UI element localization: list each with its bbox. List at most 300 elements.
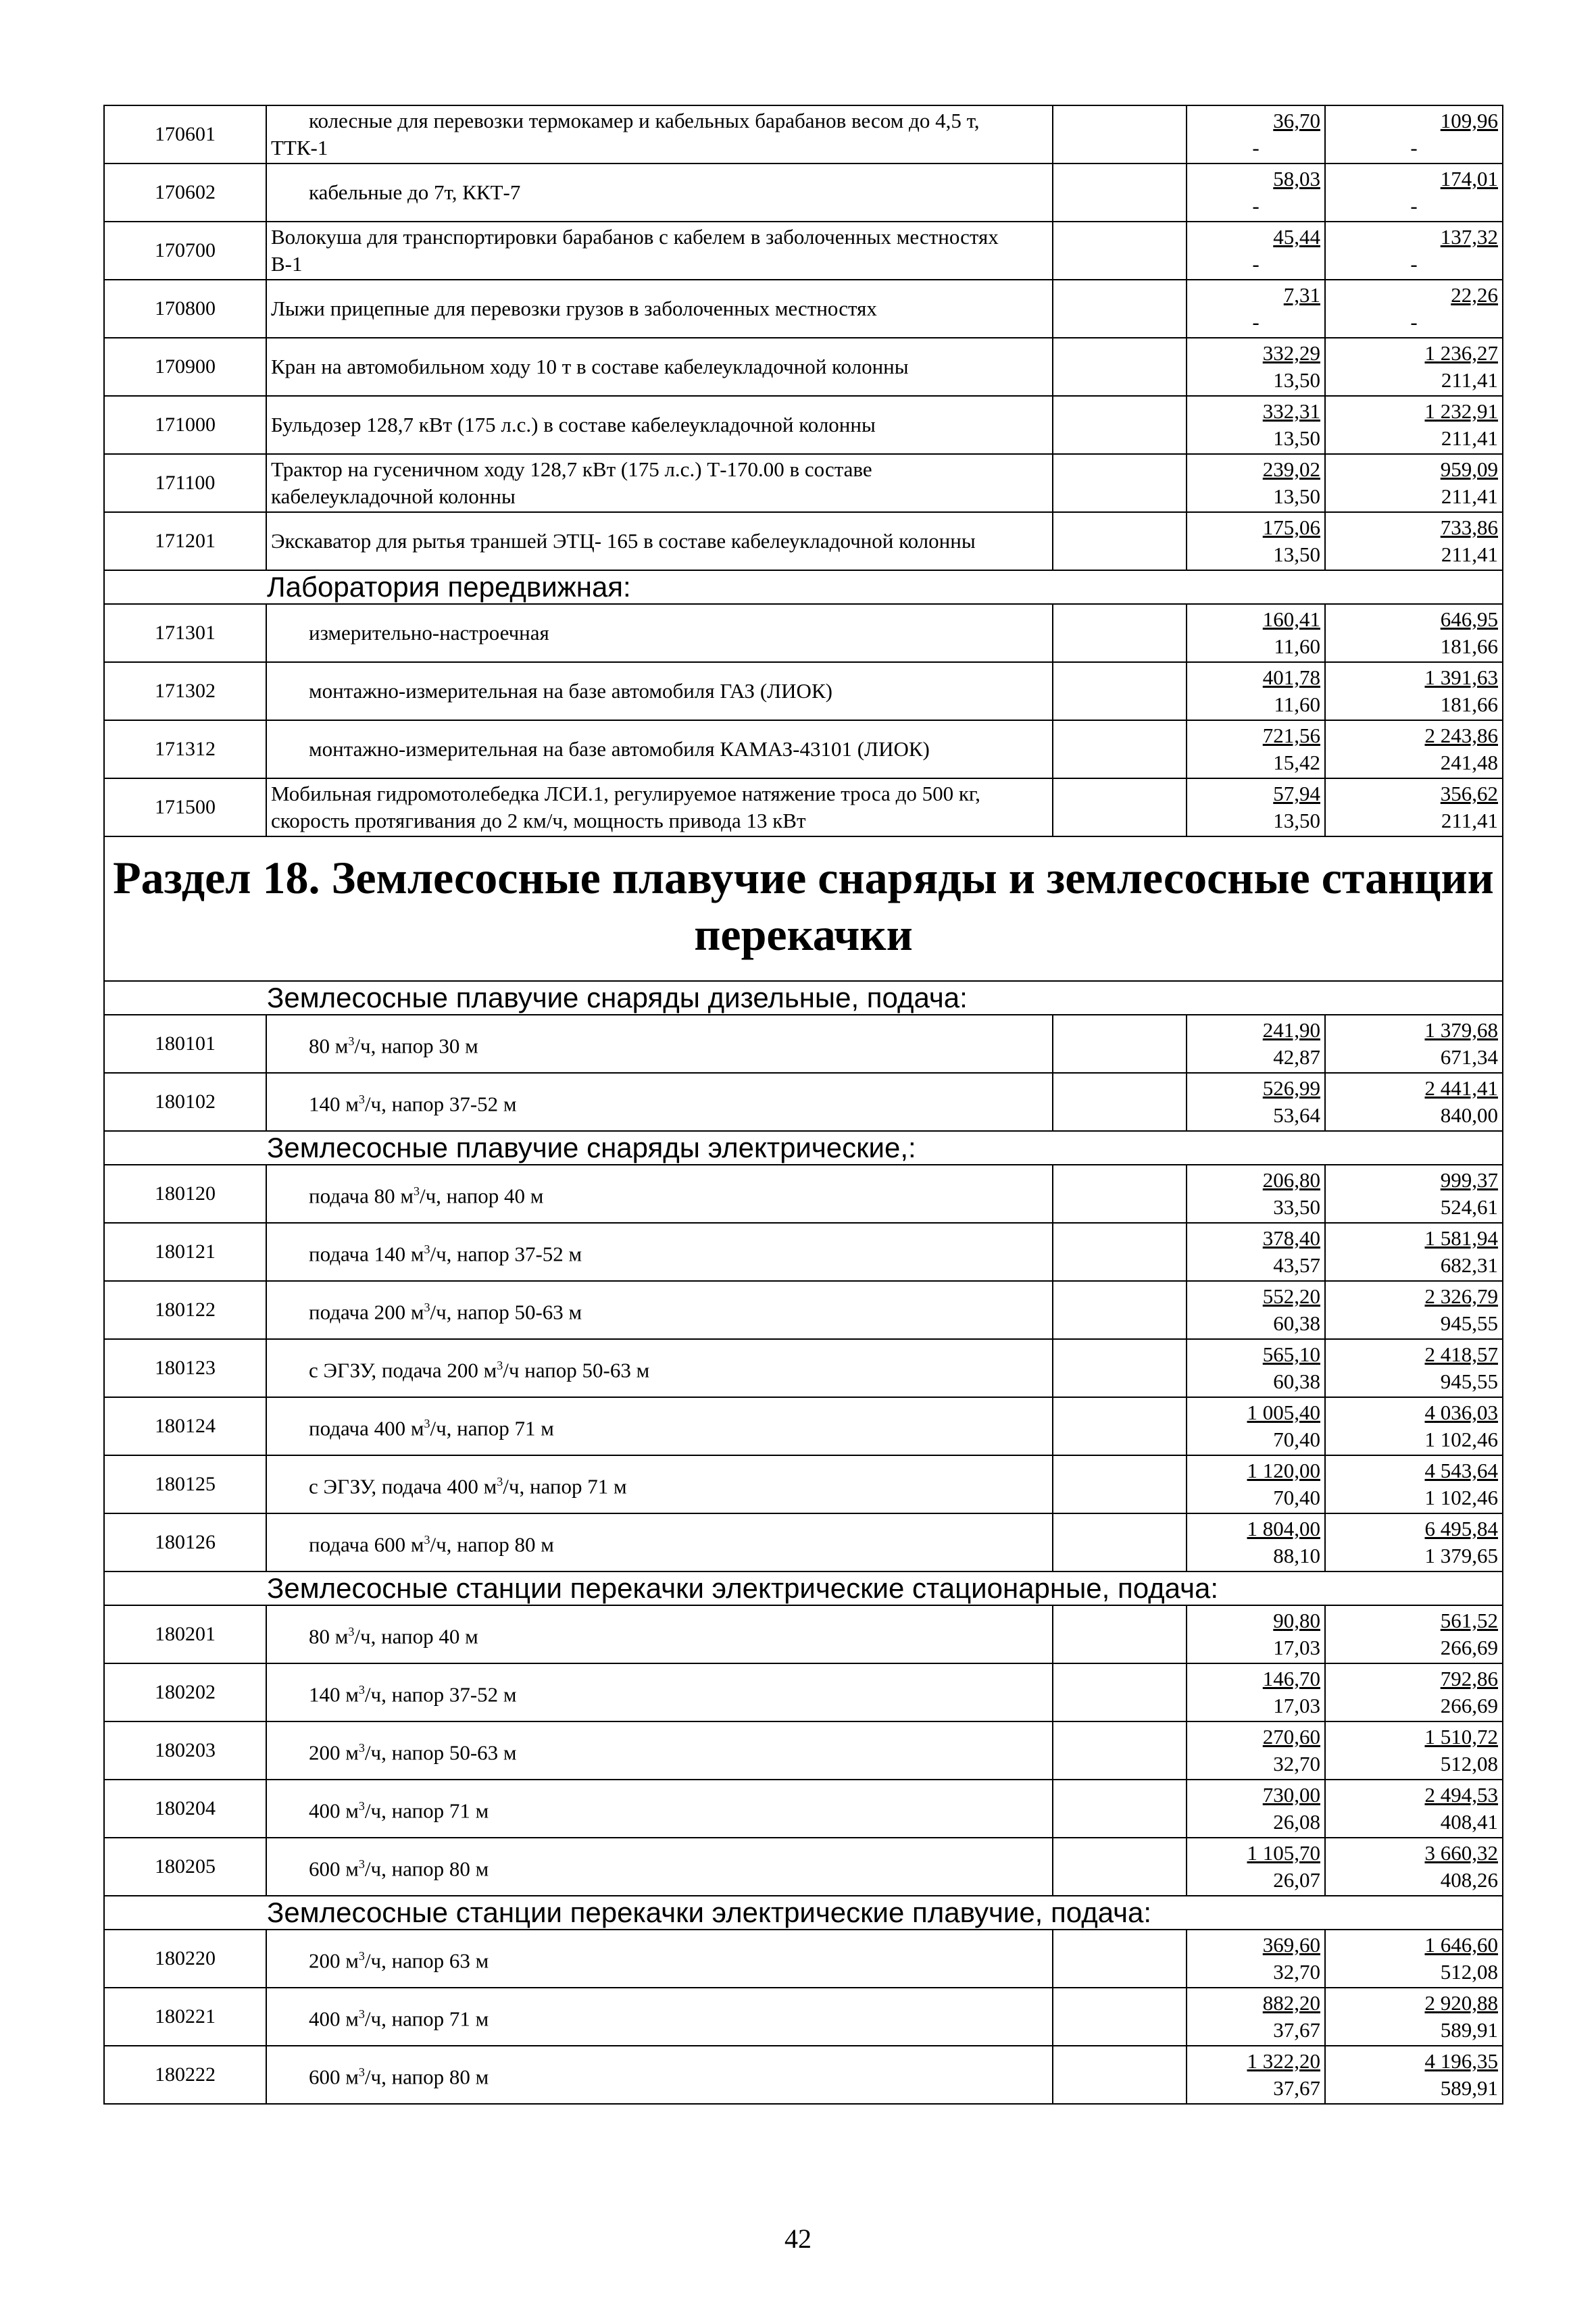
name-suffix: /ч, напор 80 м — [430, 1532, 554, 1557]
value-bottom: 53,64 — [1273, 1103, 1320, 1127]
group-title: Лаборатория передвижная: — [104, 570, 1503, 604]
value-top: 4 196,35 — [1424, 2049, 1498, 2073]
value-cell — [1325, 662, 1503, 720]
empty-cell — [1053, 1838, 1187, 1896]
item-name — [266, 1988, 1053, 2046]
value-cell — [1187, 1721, 1325, 1780]
value-cell — [1187, 512, 1325, 570]
value-top: 369,60 — [1262, 1933, 1320, 1957]
value-cell — [1325, 604, 1503, 662]
value-cell — [1325, 454, 1503, 512]
value-cell — [1325, 1455, 1503, 1513]
group-title: Землесосные плавучие снаряды электрические,: — [104, 1131, 1503, 1165]
table-row — [104, 662, 1503, 720]
empty-cell — [1053, 1930, 1187, 1988]
empty-cell — [1053, 280, 1187, 338]
name-line: Трактор на гусеничном ходу 128,7 кВт (175 л.с.) Т-170.00 в составе — [271, 457, 872, 481]
group-header-row — [104, 1571, 1503, 1605]
value-top: 378,40 — [1262, 1226, 1320, 1250]
empty-cell — [1053, 1455, 1187, 1513]
value-cell — [1325, 1015, 1503, 1073]
value-top: 2 418,57 — [1424, 1342, 1498, 1366]
value-cell — [1325, 396, 1503, 454]
name-suffix: /ч, напор 71 м — [430, 1416, 554, 1440]
name-prefix: 80 м — [309, 1624, 349, 1649]
value-top: 1 510,72 — [1424, 1725, 1498, 1749]
value-bottom: 840,00 — [1440, 1103, 1498, 1127]
value-cell — [1187, 1455, 1325, 1513]
item-code: 180201 — [104, 1605, 266, 1663]
name-prefix: 80 м — [309, 1034, 349, 1058]
name-prefix: 140 м — [309, 1092, 359, 1116]
value-top: 1 646,60 — [1424, 1933, 1498, 1957]
value-cell — [1325, 778, 1503, 836]
item-code: 171100 — [104, 454, 266, 512]
value-bottom: - — [1410, 194, 1418, 218]
value-bottom: 181,66 — [1440, 634, 1498, 658]
item-code: 180122 — [104, 1281, 266, 1339]
name-prefix: 400 м — [309, 2007, 359, 2031]
value-cell — [1325, 1339, 1503, 1397]
item-name — [266, 1721, 1053, 1780]
name-suffix: /ч напор 50-63 м — [503, 1358, 650, 1382]
name-prefix: с ЭГЗУ, подача 400 м — [309, 1474, 497, 1499]
superscript: 3 — [358, 1683, 365, 1697]
empty-cell — [1053, 1281, 1187, 1339]
table-row — [104, 1165, 1503, 1223]
group-header-row — [104, 1896, 1503, 1930]
value-bottom: 26,08 — [1273, 1810, 1320, 1834]
superscript: 3 — [358, 1092, 365, 1107]
item-name — [266, 1015, 1053, 1073]
value-cell — [1187, 1281, 1325, 1339]
value-bottom: 70,40 — [1273, 1428, 1320, 1451]
name-suffix: /ч, напор 40 м — [419, 1184, 544, 1208]
value-top: 2 326,79 — [1424, 1284, 1498, 1308]
item-code: 171301 — [104, 604, 266, 662]
name-line: Лыжи прицепные для перевозки грузов в заболоченных местностях — [271, 297, 877, 320]
value-top: 239,02 — [1262, 457, 1320, 481]
value-cell — [1187, 720, 1325, 778]
value-top: 332,29 — [1262, 341, 1320, 365]
name-suffix: /ч, напор 71 м — [364, 2007, 489, 2031]
value-bottom: 1 379,65 — [1424, 1544, 1498, 1567]
value-cell — [1325, 338, 1503, 396]
item-code: 180121 — [104, 1223, 266, 1281]
value-cell — [1325, 1281, 1503, 1339]
value-top: 2 243,86 — [1424, 724, 1498, 747]
value-bottom: 13,50 — [1273, 809, 1320, 832]
value-cell — [1187, 280, 1325, 338]
value-top: 1 379,68 — [1424, 1018, 1498, 1042]
group-header-row — [104, 1131, 1503, 1165]
item-name — [266, 1513, 1053, 1571]
value-bottom: 42,87 — [1273, 1045, 1320, 1069]
value-cell — [1325, 164, 1503, 222]
superscript: 3 — [497, 1359, 503, 1373]
item-code: 180120 — [104, 1165, 266, 1223]
value-top: 2 441,41 — [1424, 1076, 1498, 1100]
empty-cell — [1053, 1988, 1187, 2046]
value-top: 733,86 — [1440, 515, 1498, 539]
rates-table — [103, 105, 1503, 2105]
superscript: 3 — [424, 1242, 430, 1257]
value-cell — [1325, 1663, 1503, 1721]
name-prefix: 200 м — [309, 1948, 359, 1973]
value-cell — [1325, 1165, 1503, 1223]
value-top: 332,31 — [1262, 399, 1320, 423]
value-top: 730,00 — [1262, 1783, 1320, 1807]
value-bottom: 13,50 — [1273, 543, 1320, 566]
item-name — [266, 1838, 1053, 1896]
table-row — [104, 1015, 1503, 1073]
value-top: 57,94 — [1273, 782, 1320, 805]
name-suffix: /ч, напор 37-52 м — [364, 1092, 517, 1116]
name-suffix: /ч, напор 63 м — [364, 1948, 489, 1973]
value-bottom: 43,57 — [1273, 1253, 1320, 1277]
value-bottom: 211,41 — [1441, 484, 1498, 508]
name-line: измерительно-настроечная — [309, 621, 549, 645]
value-cell — [1187, 1073, 1325, 1131]
name-line: кабельные до 7т, ККТ-7 — [309, 180, 521, 204]
value-cell — [1187, 1165, 1325, 1223]
empty-cell — [1053, 338, 1187, 396]
value-bottom: 13,50 — [1273, 368, 1320, 392]
value-bottom: 682,31 — [1440, 1253, 1498, 1277]
name-suffix: /ч, напор 37-52 м — [430, 1242, 582, 1266]
item-name — [266, 1339, 1053, 1397]
name-prefix: подача 400 м — [309, 1416, 424, 1440]
value-cell — [1325, 1605, 1503, 1663]
value-top: 174,01 — [1440, 167, 1498, 191]
value-top: 1 391,63 — [1424, 665, 1498, 689]
empty-cell — [1053, 222, 1187, 280]
item-name — [266, 512, 1053, 570]
name-prefix: 140 м — [309, 1682, 359, 1707]
item-code: 180202 — [104, 1663, 266, 1721]
value-top: 3 660,32 — [1424, 1841, 1498, 1865]
value-top: 1 105,70 — [1247, 1841, 1320, 1865]
item-code: 171312 — [104, 720, 266, 778]
value-cell — [1187, 662, 1325, 720]
value-top: 6 495,84 — [1424, 1517, 1498, 1540]
table-row — [104, 222, 1503, 280]
table-row — [104, 1073, 1503, 1131]
value-bottom: - — [1410, 310, 1418, 334]
item-name — [266, 662, 1053, 720]
value-top: 999,37 — [1440, 1168, 1498, 1192]
item-code: 180205 — [104, 1838, 266, 1896]
item-code: 180203 — [104, 1721, 266, 1780]
value-bottom: 13,50 — [1273, 484, 1320, 508]
item-name — [266, 1281, 1053, 1339]
value-cell — [1325, 2046, 1503, 2104]
value-top: 4 543,64 — [1424, 1459, 1498, 1482]
name-line: монтажно-измерительная на базе автомобиля КАМАЗ-43101 (ЛИОК) — [309, 737, 930, 761]
value-top: 45,44 — [1273, 225, 1320, 249]
value-bottom: 589,91 — [1440, 2076, 1498, 2100]
value-cell — [1325, 1397, 1503, 1455]
item-name — [266, 1455, 1053, 1513]
name-suffix: /ч, напор 50-63 м — [364, 1740, 517, 1765]
section-row — [104, 836, 1503, 981]
value-bottom: 32,70 — [1273, 1960, 1320, 1984]
empty-cell — [1053, 1513, 1187, 1571]
name-suffix: /ч, напор 71 м — [503, 1474, 627, 1499]
name-prefix: подача 200 м — [309, 1300, 424, 1324]
value-top: 401,78 — [1262, 665, 1320, 689]
empty-cell — [1053, 1721, 1187, 1780]
table-row — [104, 1780, 1503, 1838]
superscript: 3 — [358, 1949, 365, 1963]
value-top: 792,86 — [1440, 1667, 1498, 1690]
name-suffix: /ч, напор 40 м — [354, 1624, 478, 1649]
table-row — [104, 1605, 1503, 1663]
value-top: 270,60 — [1262, 1725, 1320, 1749]
empty-cell — [1053, 2046, 1187, 2104]
superscript: 3 — [358, 1857, 365, 1871]
value-top: 22,26 — [1451, 283, 1498, 307]
table-row — [104, 338, 1503, 396]
value-top: 356,62 — [1440, 782, 1498, 805]
value-bottom: 17,03 — [1273, 1694, 1320, 1717]
value-bottom: 70,40 — [1273, 1486, 1320, 1509]
item-code: 170700 — [104, 222, 266, 280]
value-bottom: 512,08 — [1440, 1960, 1498, 1984]
value-top: 561,52 — [1440, 1609, 1498, 1632]
name-line-2: кабелеукладочной колонны — [271, 484, 516, 508]
table-row — [104, 778, 1503, 836]
value-cell — [1187, 1015, 1325, 1073]
item-code: 170602 — [104, 164, 266, 222]
table-row — [104, 2046, 1503, 2104]
item-code: 180123 — [104, 1339, 266, 1397]
item-code: 180101 — [104, 1015, 266, 1073]
empty-cell — [1053, 512, 1187, 570]
value-cell — [1187, 454, 1325, 512]
value-cell — [1187, 164, 1325, 222]
value-bottom: 211,41 — [1441, 543, 1498, 566]
empty-cell — [1053, 396, 1187, 454]
item-code: 180220 — [104, 1930, 266, 1988]
name-line: Мобильная гидромотолебедка ЛСИ.1, регулируемое натяжение троса до 500 кг, — [271, 782, 980, 805]
name-line: Экскаватор для рытья траншей ЭТЦ- 165 в составе кабелеукладочной колонны — [271, 529, 976, 553]
value-cell — [1325, 1513, 1503, 1571]
value-bottom: 60,38 — [1273, 1369, 1320, 1393]
empty-cell — [1053, 1165, 1187, 1223]
name-suffix: /ч, напор 37-52 м — [364, 1682, 517, 1707]
table-row — [104, 1930, 1503, 1988]
item-name — [266, 1605, 1053, 1663]
value-bottom: 88,10 — [1273, 1544, 1320, 1567]
value-top: 206,80 — [1262, 1168, 1320, 1192]
empty-cell — [1053, 778, 1187, 836]
value-bottom: 589,91 — [1440, 2018, 1498, 2042]
value-cell — [1187, 2046, 1325, 2104]
item-name — [266, 1165, 1053, 1223]
item-code: 171000 — [104, 396, 266, 454]
value-top: 4 036,03 — [1424, 1401, 1498, 1424]
value-top: 36,70 — [1273, 109, 1320, 132]
table-row — [104, 512, 1503, 570]
empty-cell — [1053, 604, 1187, 662]
table-row — [104, 164, 1503, 222]
value-top: 721,56 — [1262, 724, 1320, 747]
value-cell — [1187, 105, 1325, 164]
name-prefix: 200 м — [309, 1740, 359, 1765]
value-cell — [1187, 1397, 1325, 1455]
value-top: 1 236,27 — [1424, 341, 1498, 365]
value-cell — [1325, 1780, 1503, 1838]
value-cell — [1187, 1339, 1325, 1397]
table-row — [104, 604, 1503, 662]
value-bottom: 17,03 — [1273, 1636, 1320, 1659]
name-line-2: ТТК-1 — [271, 136, 328, 159]
value-bottom: 11,60 — [1274, 634, 1320, 658]
value-top: 2 494,53 — [1424, 1783, 1498, 1807]
section-title: Раздел 18. Землесосные плавучие снаряды и землесосные станции перекачки — [104, 836, 1503, 981]
item-name — [266, 222, 1053, 280]
value-bottom: 1 102,46 — [1424, 1486, 1498, 1509]
table-row — [104, 1663, 1503, 1721]
group-title: Землесосные станции перекачки электрические плавучие, подача: — [104, 1896, 1503, 1930]
value-bottom: 33,50 — [1273, 1195, 1320, 1219]
value-bottom: - — [1252, 310, 1260, 334]
superscript: 3 — [424, 1301, 430, 1315]
superscript: 3 — [358, 2007, 365, 2021]
name-prefix: 600 м — [309, 2065, 359, 2089]
value-top: 146,70 — [1262, 1667, 1320, 1690]
value-bottom: 671,34 — [1440, 1045, 1498, 1069]
item-name — [266, 720, 1053, 778]
item-name — [266, 1930, 1053, 1988]
table-row — [104, 105, 1503, 164]
empty-cell — [1053, 1015, 1187, 1073]
name-line-2: В-1 — [271, 252, 303, 276]
value-top: 160,41 — [1262, 607, 1320, 631]
empty-cell — [1053, 454, 1187, 512]
value-bottom: 211,41 — [1441, 809, 1498, 832]
item-code: 180125 — [104, 1455, 266, 1513]
superscript: 3 — [497, 1475, 503, 1489]
value-cell — [1187, 1223, 1325, 1281]
item-code: 180204 — [104, 1780, 266, 1838]
empty-cell — [1053, 1663, 1187, 1721]
superscript: 3 — [348, 1625, 355, 1639]
value-bottom: 266,69 — [1440, 1694, 1498, 1717]
value-top: 90,80 — [1273, 1609, 1320, 1632]
table-row — [104, 1838, 1503, 1896]
table-row — [104, 396, 1503, 454]
name-prefix: подача 80 м — [309, 1184, 414, 1208]
group-title: Землесосные станции перекачки электрические стационарные, подача: — [104, 1571, 1503, 1605]
value-top: 1 120,00 — [1247, 1459, 1320, 1482]
value-cell — [1187, 778, 1325, 836]
item-name — [266, 1073, 1053, 1131]
item-name — [266, 164, 1053, 222]
value-bottom: 37,67 — [1273, 2076, 1320, 2100]
name-suffix: /ч, напор 50-63 м — [430, 1300, 582, 1324]
value-cell — [1325, 222, 1503, 280]
group-header-row — [104, 981, 1503, 1015]
item-name — [266, 778, 1053, 836]
name-line: монтажно-измерительная на базе автомобиля ГАЗ (ЛИОК) — [309, 679, 832, 703]
empty-cell — [1053, 1223, 1187, 1281]
name-suffix: /ч, напор 30 м — [354, 1034, 478, 1058]
value-bottom: 1 102,46 — [1424, 1428, 1498, 1451]
value-top: 2 920,88 — [1424, 1991, 1498, 2015]
table-row — [104, 1455, 1503, 1513]
name-line: колесные для перевозки термокамер и кабельных барабанов весом до 4,5 т, — [309, 109, 980, 132]
value-cell — [1187, 338, 1325, 396]
value-top: 7,31 — [1283, 283, 1320, 307]
item-name — [266, 1780, 1053, 1838]
table-row — [104, 1339, 1503, 1397]
value-cell — [1187, 1663, 1325, 1721]
name-line: Кран на автомобильном ходу 10 т в составе кабелеукладочной колонны — [271, 355, 909, 378]
value-cell — [1187, 1838, 1325, 1896]
value-bottom: 13,50 — [1273, 426, 1320, 450]
item-code: 171201 — [104, 512, 266, 570]
rates-table-body — [104, 105, 1503, 2104]
value-bottom: - — [1410, 136, 1418, 159]
name-line: Бульдозер 128,7 кВт (175 л.с.) в составе кабелеукладочной колонны — [271, 413, 876, 436]
value-top: 959,09 — [1440, 457, 1498, 481]
value-cell — [1187, 396, 1325, 454]
item-name — [266, 1223, 1053, 1281]
item-name — [266, 604, 1053, 662]
value-bottom: 408,26 — [1440, 1868, 1498, 1892]
empty-cell — [1053, 662, 1187, 720]
superscript: 3 — [358, 2065, 365, 2080]
item-code: 180222 — [104, 2046, 266, 2104]
empty-cell — [1053, 1397, 1187, 1455]
value-top: 137,32 — [1440, 225, 1498, 249]
value-top: 1 005,40 — [1247, 1401, 1320, 1424]
value-bottom: - — [1410, 252, 1418, 276]
value-cell — [1325, 280, 1503, 338]
name-prefix: 400 м — [309, 1799, 359, 1823]
value-bottom: 37,67 — [1273, 2018, 1320, 2042]
value-cell — [1187, 1930, 1325, 1988]
superscript: 3 — [358, 1799, 365, 1813]
value-top: 1 322,20 — [1247, 2049, 1320, 2073]
name-prefix: подача 600 м — [309, 1532, 424, 1557]
value-top: 58,03 — [1273, 167, 1320, 191]
value-cell — [1325, 1988, 1503, 2046]
value-cell — [1187, 604, 1325, 662]
value-bottom: 32,70 — [1273, 1752, 1320, 1776]
item-code: 171500 — [104, 778, 266, 836]
value-top: 241,90 — [1262, 1018, 1320, 1042]
page-number: 42 — [784, 2223, 812, 2254]
value-top: 109,96 — [1440, 109, 1498, 132]
empty-cell — [1053, 1339, 1187, 1397]
value-cell — [1325, 1721, 1503, 1780]
value-bottom: - — [1252, 194, 1260, 218]
name-suffix: /ч, напор 80 м — [364, 2065, 489, 2089]
value-top: 646,95 — [1440, 607, 1498, 631]
value-bottom: 512,08 — [1440, 1752, 1498, 1776]
value-top: 1 232,91 — [1424, 399, 1498, 423]
value-bottom: 181,66 — [1440, 693, 1498, 716]
value-bottom: 60,38 — [1273, 1311, 1320, 1335]
table-row — [104, 720, 1503, 778]
value-top: 526,99 — [1262, 1076, 1320, 1100]
value-top: 882,20 — [1262, 1991, 1320, 2015]
item-name — [266, 105, 1053, 164]
item-name — [266, 280, 1053, 338]
